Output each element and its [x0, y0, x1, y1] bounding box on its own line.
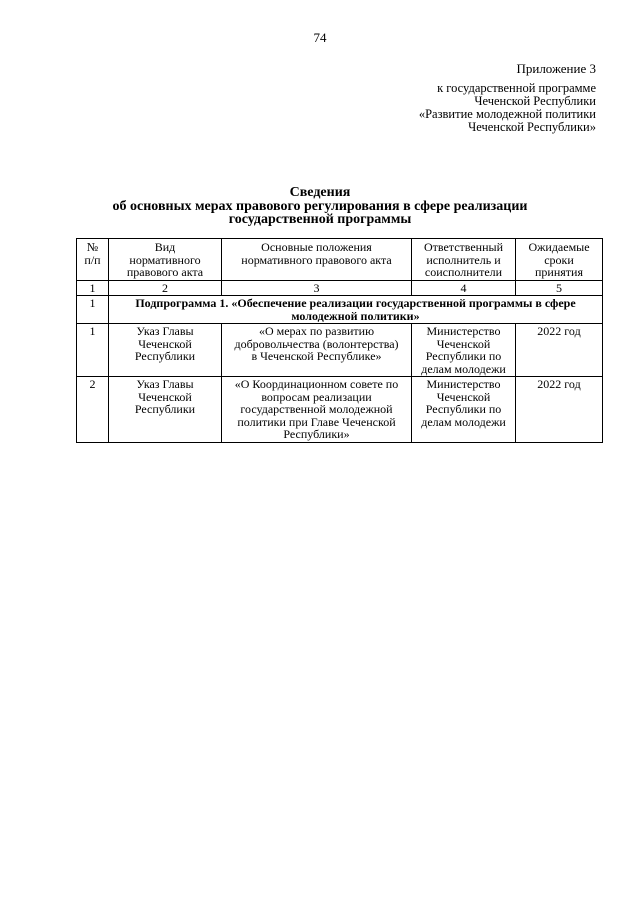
row-number: 2 — [77, 377, 109, 443]
header-responsible: Ответственный исполнитель и соисполнители — [412, 239, 516, 281]
column-number: 4 — [412, 280, 516, 296]
appendix-line: Чеченской Республики — [474, 94, 596, 108]
appendix-reference — [419, 82, 596, 134]
subprogram-title: Подпрограмма 1. «Обеспечение реализации государственной программы в сфере молодежной политики» — [109, 296, 603, 324]
row-responsible: Министерство Чеченской Республики по делам молодежи — [412, 324, 516, 377]
document-title — [0, 186, 640, 227]
appendix-line: к государственной программе — [437, 81, 596, 95]
subprogram-row — [77, 296, 603, 324]
column-number: 5 — [516, 280, 603, 296]
appendix-line: «Развитие молодежной политики — [418, 107, 596, 121]
appendix-label: Приложение 3 — [516, 61, 596, 76]
row-provisions: «О мерах по развитию добровольчества (волонтерства) в Чеченской Республике» — [222, 324, 412, 377]
column-number: 3 — [222, 280, 412, 296]
subprogram-number: 1 — [77, 296, 109, 324]
column-number-row — [77, 280, 603, 296]
legal-measures-table — [76, 238, 603, 443]
row-responsible: Министерство Чеченской Республики по делам молодежи — [412, 377, 516, 443]
header-deadline: Ожидаемые сроки принятия — [516, 239, 603, 281]
page-number: 74 — [313, 30, 327, 45]
row-act-type: Указ Главы Чеченской Республики — [109, 324, 222, 377]
row-number: 1 — [77, 324, 109, 377]
header-act-type: Вид нормативного правового акта — [109, 239, 222, 281]
header-number: № п/п — [77, 239, 109, 281]
title-line: об основных мерах правового регулирования в сфере реализации — [112, 198, 528, 214]
row-act-type: Указ Главы Чеченской Республики — [109, 377, 222, 443]
row-deadline: 2022 год — [516, 324, 603, 377]
row-deadline: 2022 год — [516, 377, 603, 443]
title-line: Сведения — [289, 185, 351, 200]
table-header-row — [77, 239, 603, 281]
column-number: 2 — [109, 280, 222, 296]
table-row — [77, 324, 603, 377]
column-number: 1 — [77, 280, 109, 296]
title-line: государственной программы — [228, 212, 412, 227]
header-main-provisions: Основные положения нормативного правового акта — [222, 239, 412, 281]
appendix-line: Чеченской Республики» — [468, 120, 596, 134]
row-provisions: «О Координационном совете по вопросам реализации государственной молодежной политики при Главе Чеченской Республики» — [222, 377, 412, 443]
table-row — [77, 377, 603, 443]
